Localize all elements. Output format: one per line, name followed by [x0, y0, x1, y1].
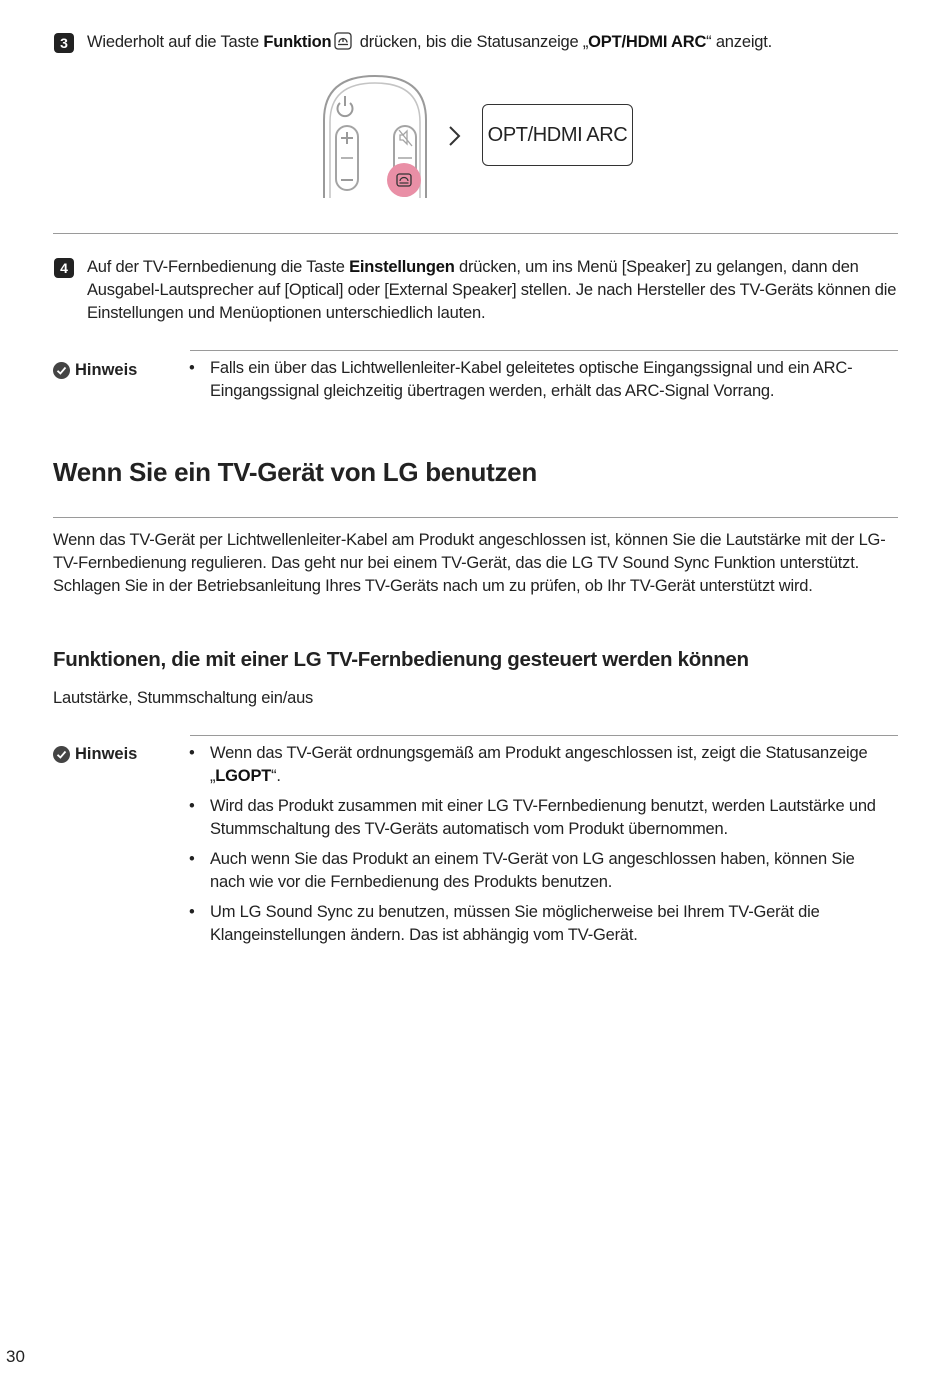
- step-4-badge: 4: [54, 258, 74, 278]
- step-4-text-after: drücken, um ins Menü [Speaker] zu gelangen, dann den Ausgabel-Lautsprecher auf [Optical] oder [External Speaker] stellen. Je nach Hersteller des TV-Geräts können die Einstellungen und Menüoptionen unterschiedlich lauten.: [87, 258, 897, 322]
- section-intro: Wenn das TV-Gerät per Lichtwellenleiter-Kabel am Produkt angeschlossen ist, können Sie die Lautstärke mit der LG-TV-Fernbedienung regulieren. Das geht nur bei einem TV-Gerät, das die LG TV Sound Sync Funktion unterstützt. Schlagen Sie in der Betriebsanleitung Ihres TV-Geräts nach um zu prüfen, ob Ihr TV-Gerät unterstützt wird.: [53, 531, 886, 595]
- section-title: Wenn Sie ein TV-Gerät von LG benutzen: [53, 457, 537, 487]
- list-item: • Um LG Sound Sync zu benutzen, müssen Sie möglicherweise bei Ihrem TV-Gerät die Klangeinstellungen ändern. Das ist abhängig vom TV-Gerät.: [188, 901, 888, 947]
- list-item: • Wird das Produkt zusammen mit einer LG TV-Fernbedienung benutzt, werden Lautstärke und Stummschaltung des TV-Geräts automatisch vom Produkt übernommen.: [188, 795, 888, 841]
- divider: [53, 517, 898, 518]
- power-icon: [338, 96, 353, 116]
- step-4-text-before: Auf der TV-Fernbedienung die Taste: [87, 258, 350, 276]
- status-code: LGOPT: [215, 767, 272, 785]
- step-3-text-after: “ anzeigt.: [706, 33, 773, 51]
- chevron-right-icon: [447, 125, 463, 147]
- note-divider: [190, 735, 898, 736]
- step-3-text: [87, 31, 772, 57]
- step-4-key-label: Einstellungen: [349, 258, 455, 276]
- step-3-text-before: Wiederholt auf die Taste: [87, 33, 264, 51]
- remote-control-illustration: [318, 70, 438, 202]
- function-button-highlight: [387, 163, 421, 197]
- step-3-text-mid: drücken, bis die Statusanzeige „: [355, 33, 589, 51]
- step-3-status: OPT/HDMI ARC: [588, 33, 707, 51]
- functions-text: Lautstärke, Stummschaltung ein/aus: [53, 689, 314, 707]
- mute-icon: [399, 130, 412, 146]
- check-circle-icon: [53, 746, 70, 763]
- step-4-text: [87, 256, 905, 325]
- check-circle-icon: [53, 362, 70, 379]
- note-divider: [190, 350, 898, 351]
- note-list: [188, 742, 888, 954]
- list-item: • Auch wenn Sie das Produkt an einem TV-Gerät von LG angeschlossen haben, können Sie nach wie vor die Fernbedienung des Produkts benutzen.: [188, 848, 888, 894]
- status-display: OPT/HDMI ARC: [482, 104, 633, 166]
- list-item: • Falls ein über das Lichtwellenleiter-Kabel geleitetes optische Eingangssignal und ein ARC-Eingangssignal gleichzeitig übertragen werden, erhält das ARC-Signal Vorrang.: [188, 357, 888, 403]
- note-label: [53, 745, 137, 764]
- list-item: [188, 742, 888, 788]
- subheading: Funktionen, die mit einer LG TV-Fernbedienung gesteuert werden können: [53, 648, 749, 671]
- step-3-badge: 3: [54, 33, 74, 53]
- note-label-text: Hinweis: [75, 745, 138, 763]
- divider: [53, 233, 898, 234]
- step-3-key-label: Funktion: [263, 33, 332, 51]
- note-label: [53, 361, 137, 380]
- note-label-text: Hinweis: [75, 361, 138, 379]
- list-item-text: Wenn das TV-Gerät ordnungsgemäß am Produkt angeschlossen ist, zeigt die Statusanzeige „: [210, 744, 868, 785]
- function-input-icon: [334, 32, 352, 57]
- page-number: 30: [6, 1347, 25, 1366]
- list-item-text: “.: [271, 767, 281, 785]
- note-list: [188, 357, 888, 410]
